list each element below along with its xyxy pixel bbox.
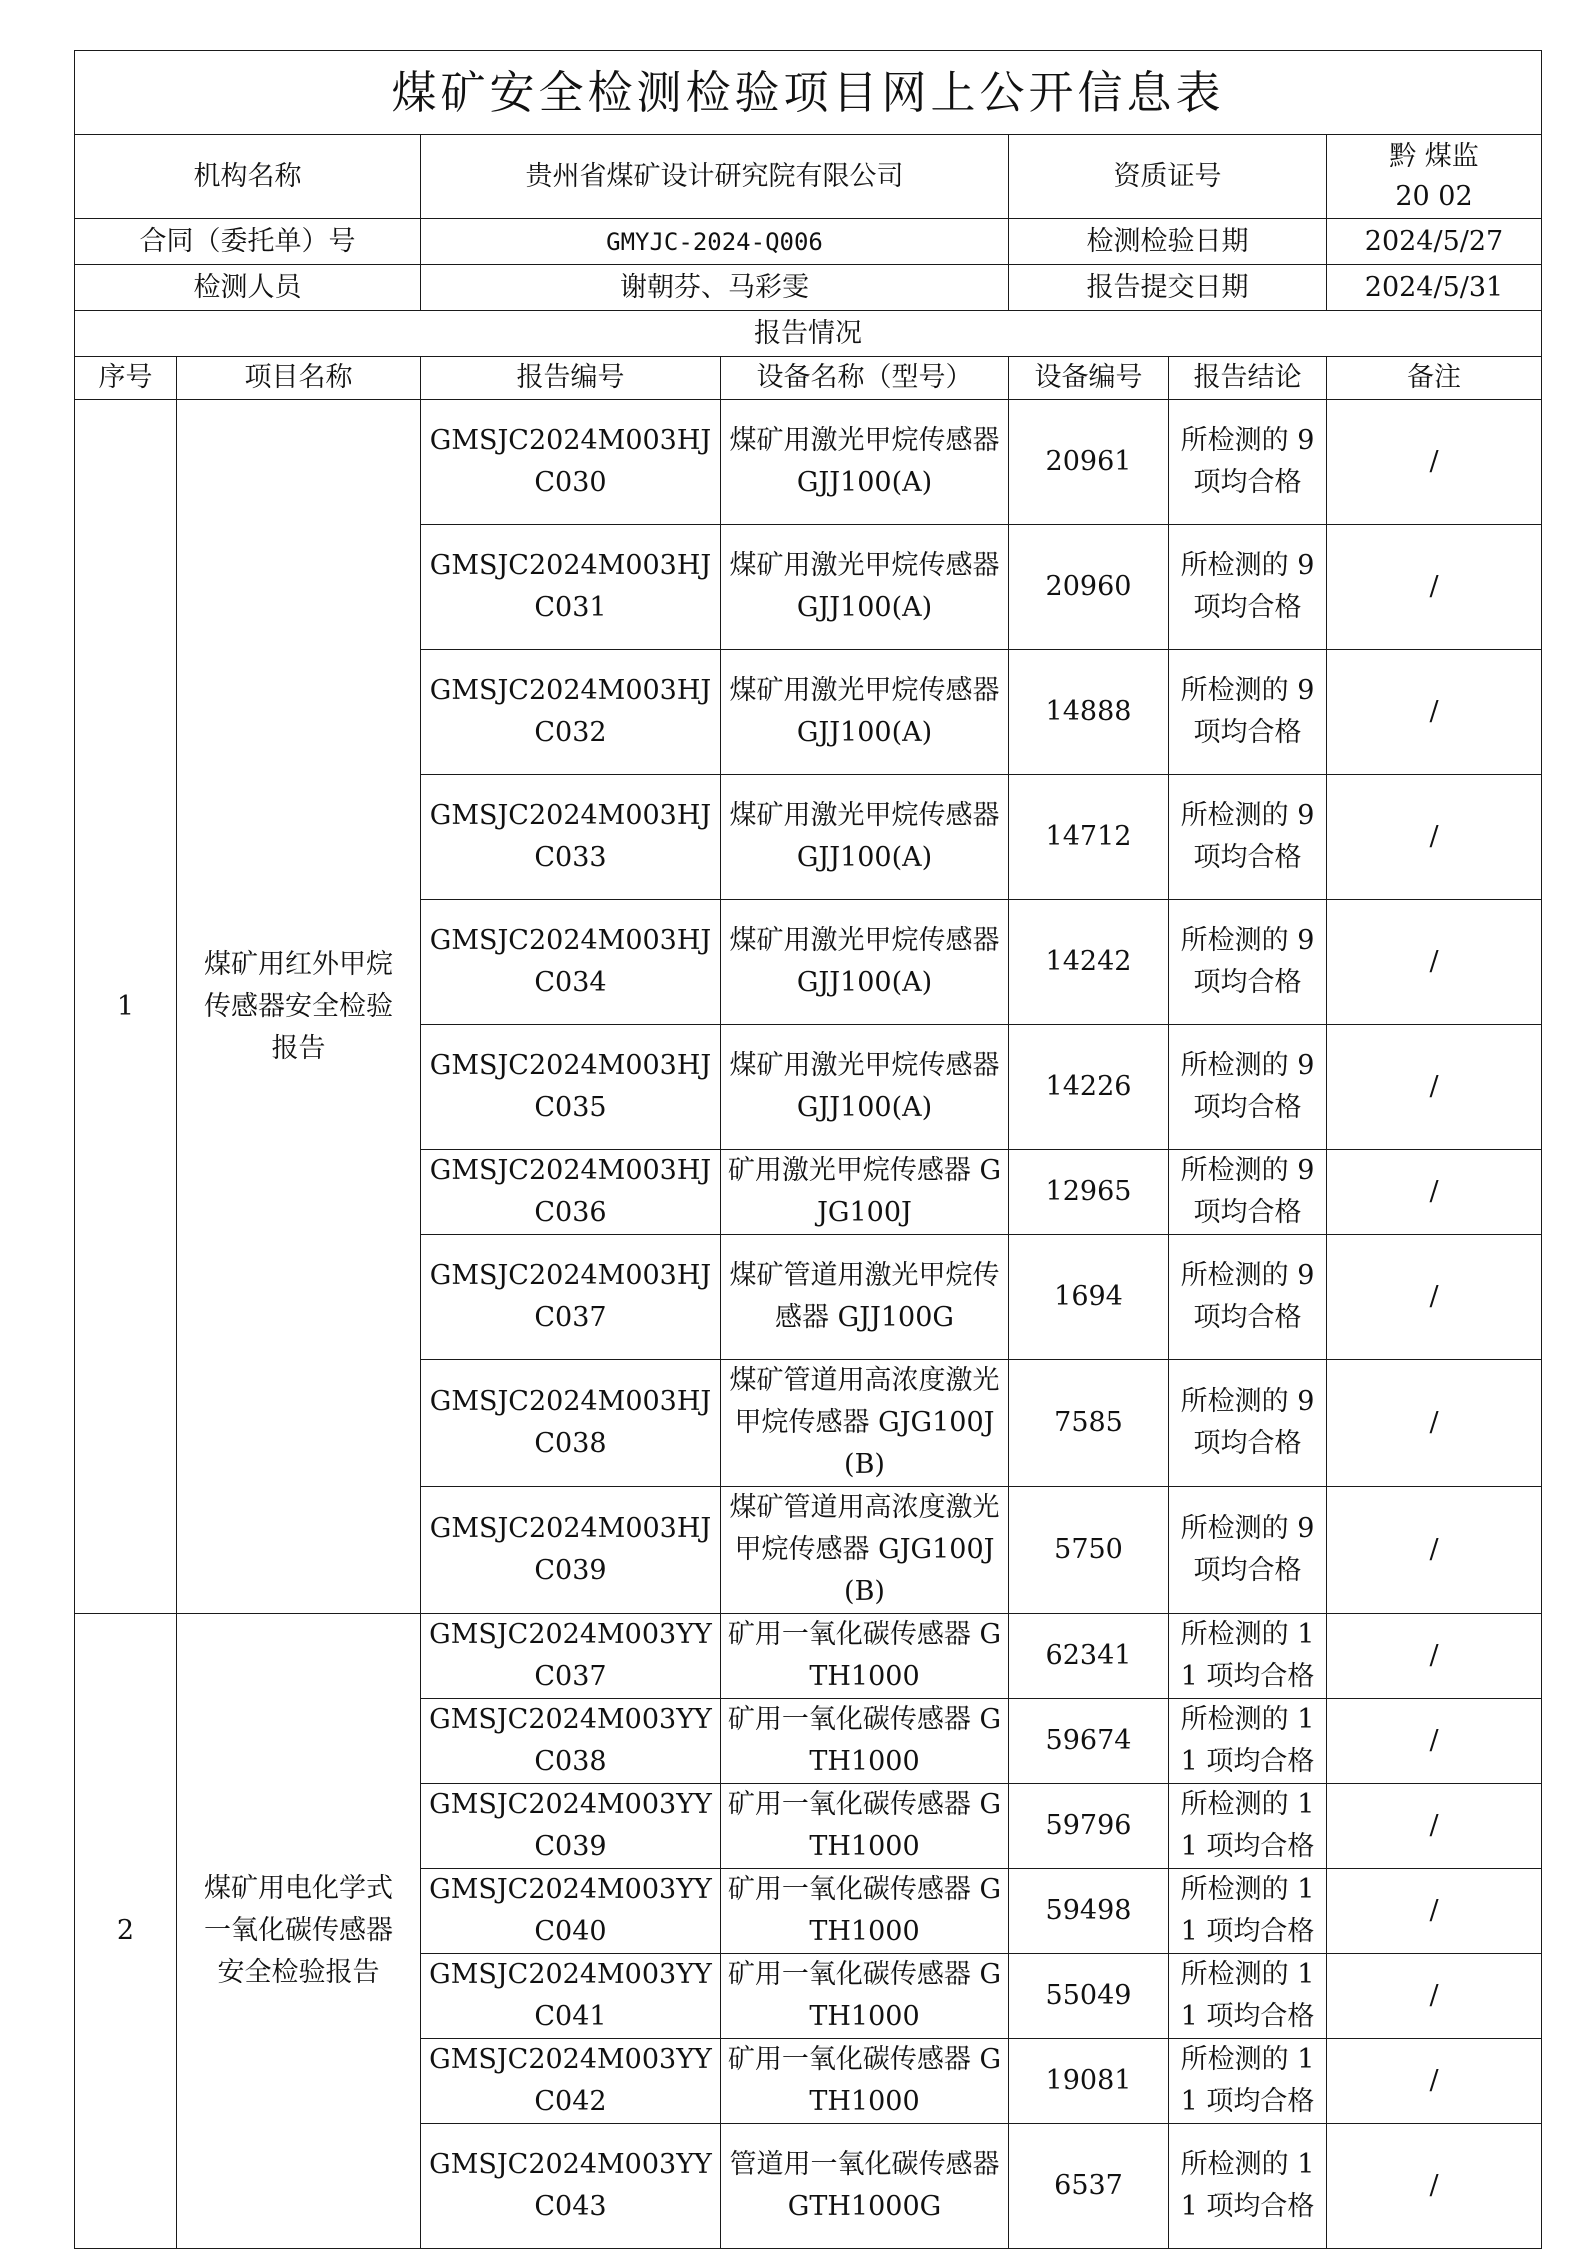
report-no-cell: GMSJC2024M003HJC034 — [421, 900, 721, 1025]
device-no-cell: 59498 — [1009, 1869, 1169, 1954]
conclusion-cell: 所检测的 11 项均合格 — [1169, 2124, 1327, 2249]
device-no-cell: 20960 — [1009, 525, 1169, 650]
device-no-cell: 19081 — [1009, 2039, 1169, 2124]
table-row — [75, 400, 1542, 525]
conclusion-cell: 所检测的 11 项均合格 — [1169, 1869, 1327, 1954]
conclusion-cell: 所检测的 9 项均合格 — [1169, 1025, 1327, 1150]
report-no-cell: GMSJC2024M003YYC041 — [421, 1954, 721, 2039]
remark-cell: / — [1327, 1150, 1542, 1235]
contract-label: 合同（委托单）号 — [75, 219, 421, 265]
device-no-cell: 12965 — [1009, 1150, 1169, 1235]
column-header: 项目名称 — [177, 357, 421, 400]
remark-cell: / — [1327, 1487, 1542, 1614]
device-name-cell: 煤矿管道用高浓度激光甲烷传感器 GJG100J(B) — [721, 1360, 1009, 1487]
device-name-cell: 矿用一氧化碳传感器 GTH1000 — [721, 1614, 1009, 1699]
device-name-cell: 矿用激光甲烷传感器 GJG100J — [721, 1150, 1009, 1235]
report-no-cell: GMSJC2024M003YYC043 — [421, 2124, 721, 2249]
test-date-label: 检测检验日期 — [1009, 219, 1327, 265]
remark-cell: / — [1327, 900, 1542, 1025]
device-no-cell: 14242 — [1009, 900, 1169, 1025]
remark-cell: / — [1327, 1869, 1542, 1954]
device-name-cell: 矿用一氧化碳传感器 GTH1000 — [721, 1954, 1009, 2039]
section-title: 报告情况 — [75, 311, 1542, 357]
conclusion-cell: 所检测的 9 项均合格 — [1169, 1235, 1327, 1360]
device-name-cell: 煤矿用激光甲烷传感器 GJJ100(A) — [721, 900, 1009, 1025]
column-header: 报告编号 — [421, 357, 721, 400]
device-name-cell: 煤矿管道用激光甲烷传感器 GJJ100G — [721, 1235, 1009, 1360]
device-no-cell: 6537 — [1009, 2124, 1169, 2249]
conclusion-cell: 所检测的 11 项均合格 — [1169, 1954, 1327, 2039]
seq-cell: 2 — [75, 1614, 177, 2249]
device-no-cell: 59674 — [1009, 1699, 1169, 1784]
project-name-cell: 煤矿用红外甲烷传感器安全检验报告 — [177, 400, 421, 1614]
device-name-cell: 煤矿用激光甲烷传感器 GJJ100(A) — [721, 525, 1009, 650]
column-header-row — [75, 357, 1542, 400]
conclusion-cell: 所检测的 9 项均合格 — [1169, 900, 1327, 1025]
remark-cell: / — [1327, 1360, 1542, 1487]
remark-cell: / — [1327, 525, 1542, 650]
conclusion-cell: 所检测的 9 项均合格 — [1169, 525, 1327, 650]
report-no-cell: GMSJC2024M003YYC039 — [421, 1784, 721, 1869]
seq-cell: 1 — [75, 400, 177, 1614]
device-name-cell: 煤矿用激光甲烷传感器 GJJ100(A) — [721, 1025, 1009, 1150]
remark-cell: / — [1327, 400, 1542, 525]
remark-cell: / — [1327, 2124, 1542, 2249]
device-no-cell: 14888 — [1009, 650, 1169, 775]
device-name-cell: 煤矿管道用高浓度激光甲烷传感器 GJG100J(B) — [721, 1487, 1009, 1614]
table-row — [75, 1614, 1542, 1699]
report-no-cell: GMSJC2024M003YYC042 — [421, 2039, 721, 2124]
conclusion-cell: 所检测的 11 项均合格 — [1169, 2039, 1327, 2124]
report-no-cell: GMSJC2024M003HJC031 — [421, 525, 721, 650]
report-no-cell: GMSJC2024M003YYC038 — [421, 1699, 721, 1784]
device-no-cell: 1694 — [1009, 1235, 1169, 1360]
remark-cell: / — [1327, 650, 1542, 775]
device-name-cell: 矿用一氧化碳传感器 GTH1000 — [721, 1869, 1009, 1954]
remark-cell: / — [1327, 2039, 1542, 2124]
report-no-cell: GMSJC2024M003HJC037 — [421, 1235, 721, 1360]
conclusion-cell: 所检测的 9 项均合格 — [1169, 400, 1327, 525]
report-no-cell: GMSJC2024M003HJC033 — [421, 775, 721, 900]
report-no-cell: GMSJC2024M003YYC037 — [421, 1614, 721, 1699]
qual-value: 黔 煤监 20 02 — [1327, 135, 1542, 219]
remark-cell: / — [1327, 775, 1542, 900]
conclusion-cell: 所检测的 9 项均合格 — [1169, 1360, 1327, 1487]
conclusion-cell: 所检测的 9 项均合格 — [1169, 650, 1327, 775]
device-no-cell: 59796 — [1009, 1784, 1169, 1869]
column-header: 报告结论 — [1169, 357, 1327, 400]
device-no-cell: 7585 — [1009, 1360, 1169, 1487]
column-header: 设备编号 — [1009, 357, 1169, 400]
staff-value: 谢朝芬、马彩雯 — [421, 265, 1009, 311]
device-name-cell: 矿用一氧化碳传感器 GTH1000 — [721, 1784, 1009, 1869]
staff-label: 检测人员 — [75, 265, 421, 311]
device-no-cell: 20961 — [1009, 400, 1169, 525]
report-no-cell: GMSJC2024M003HJC038 — [421, 1360, 721, 1487]
submit-date-label: 报告提交日期 — [1009, 265, 1327, 311]
info-table — [74, 50, 1542, 2249]
qual-label: 资质证号 — [1009, 135, 1327, 219]
device-name-cell: 管道用一氧化碳传感器 GTH1000G — [721, 2124, 1009, 2249]
device-no-cell: 14226 — [1009, 1025, 1169, 1150]
column-header: 备注 — [1327, 357, 1542, 400]
device-name-cell: 煤矿用激光甲烷传感器 GJJ100(A) — [721, 650, 1009, 775]
remark-cell: / — [1327, 1784, 1542, 1869]
conclusion-cell: 所检测的 11 项均合格 — [1169, 1784, 1327, 1869]
device-name-cell: 煤矿用激光甲烷传感器 GJJ100(A) — [721, 400, 1009, 525]
org-value: 贵州省煤矿设计研究院有限公司 — [421, 135, 1009, 219]
page-title: 煤矿安全检测检验项目网上公开信息表 — [75, 51, 1542, 135]
device-name-cell: 矿用一氧化碳传感器 GTH1000 — [721, 1699, 1009, 1784]
report-no-cell: GMSJC2024M003HJC032 — [421, 650, 721, 775]
remark-cell: / — [1327, 1699, 1542, 1784]
device-no-cell: 55049 — [1009, 1954, 1169, 2039]
project-name-cell: 煤矿用电化学式一氧化碳传感器安全检验报告 — [177, 1614, 421, 2249]
conclusion-cell: 所检测的 9 项均合格 — [1169, 1487, 1327, 1614]
conclusion-cell: 所检测的 9 项均合格 — [1169, 775, 1327, 900]
column-header: 设备名称（型号） — [721, 357, 1009, 400]
contract-value: GMYJC-2024-Q006 — [421, 219, 1009, 265]
test-date-value: 2024/5/27 — [1327, 219, 1542, 265]
conclusion-cell: 所检测的 11 项均合格 — [1169, 1699, 1327, 1784]
device-no-cell: 5750 — [1009, 1487, 1169, 1614]
submit-date-value: 2024/5/31 — [1327, 265, 1542, 311]
column-header: 序号 — [75, 357, 177, 400]
conclusion-cell: 所检测的 11 项均合格 — [1169, 1614, 1327, 1699]
remark-cell: / — [1327, 1025, 1542, 1150]
report-no-cell: GMSJC2024M003YYC040 — [421, 1869, 721, 1954]
org-label: 机构名称 — [75, 135, 421, 219]
report-no-cell: GMSJC2024M003HJC030 — [421, 400, 721, 525]
remark-cell: / — [1327, 1235, 1542, 1360]
device-name-cell: 矿用一氧化碳传感器 GTH1000 — [721, 2039, 1009, 2124]
report-no-cell: GMSJC2024M003HJC035 — [421, 1025, 721, 1150]
remark-cell: / — [1327, 1614, 1542, 1699]
report-no-cell: GMSJC2024M003HJC039 — [421, 1487, 721, 1614]
device-no-cell: 14712 — [1009, 775, 1169, 900]
device-no-cell: 62341 — [1009, 1614, 1169, 1699]
remark-cell: / — [1327, 1954, 1542, 2039]
device-name-cell: 煤矿用激光甲烷传感器 GJJ100(A) — [721, 775, 1009, 900]
conclusion-cell: 所检测的 9 项均合格 — [1169, 1150, 1327, 1235]
report-no-cell: GMSJC2024M003HJC036 — [421, 1150, 721, 1235]
